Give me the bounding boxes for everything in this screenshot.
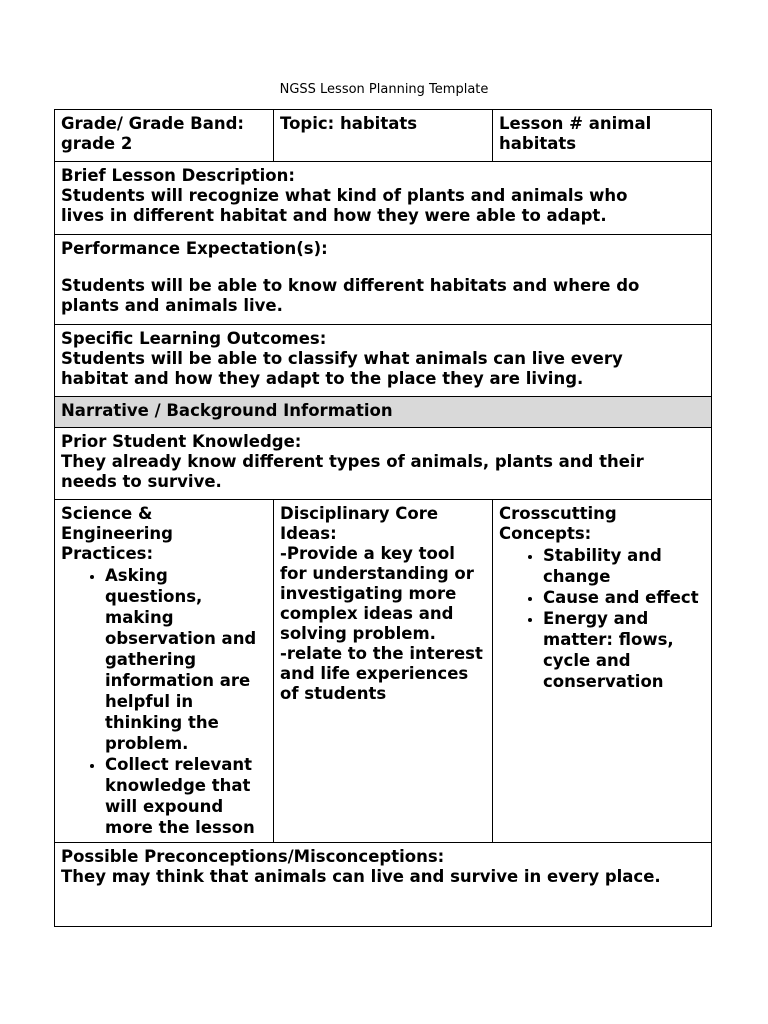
narrative-row xyxy=(55,397,712,428)
core-ideas-cell xyxy=(274,500,493,843)
list-item: • Energy and matter: flows, cycle and conservation xyxy=(543,608,706,692)
learning-outcomes-row xyxy=(55,325,712,397)
preconceptions-heading: Possible Preconceptions/Misconceptions: xyxy=(61,847,445,866)
learning-outcomes-cell xyxy=(55,325,712,397)
brief-description-row xyxy=(55,162,712,235)
performance-expectation-line-2: plants and animals live. xyxy=(61,296,283,315)
topic-text: Topic: habitats xyxy=(280,114,418,133)
topic-cell xyxy=(274,110,493,162)
science-practices-heading-2: Engineering xyxy=(61,524,173,543)
list-item: • Cause and effect xyxy=(543,587,706,608)
narrative-cell xyxy=(55,397,712,428)
performance-expectation-line-1: Students will be able to know different habitats and where do xyxy=(61,276,640,295)
science-practices-heading-3: Practices: xyxy=(61,544,154,563)
grade-value: grade 2 xyxy=(61,134,133,153)
grade-cell xyxy=(55,110,274,162)
core-ideas-heading-2: Ideas: xyxy=(280,524,337,543)
crosscutting-heading-2: Concepts: xyxy=(499,524,592,543)
brief-description-line-2: lives in different habitat and how they were able to adapt. xyxy=(61,206,607,225)
preconceptions-row xyxy=(55,843,712,927)
brief-description-heading: Brief Lesson Description: xyxy=(61,166,295,185)
learning-outcomes-line-1: Students will be able to classify what animals can live every xyxy=(61,349,623,368)
prior-knowledge-row xyxy=(55,428,712,500)
crosscutting-list xyxy=(499,545,706,692)
crosscutting-cell xyxy=(493,500,712,843)
performance-expectation-heading: Performance Expectation(s): xyxy=(61,239,328,258)
core-ideas-heading-1: Disciplinary Core xyxy=(280,504,439,523)
preconceptions-line-1: They may think that animals can live and survive in every place. xyxy=(61,867,661,886)
document-title: NGSS Lesson Planning Template xyxy=(279,82,489,97)
science-practices-list xyxy=(61,565,268,838)
core-ideas-point-2: -relate to the interest and life experiences of students xyxy=(280,644,483,703)
performance-expectation-row xyxy=(55,235,712,325)
brief-description-cell xyxy=(55,162,712,235)
preconceptions-cell xyxy=(55,843,712,927)
crosscutting-heading-1: Crosscutting xyxy=(499,504,617,523)
prior-knowledge-cell xyxy=(55,428,712,500)
prior-knowledge-line-2: needs to survive. xyxy=(61,472,222,491)
performance-expectation-cell xyxy=(55,235,712,325)
grade-label: Grade/ Grade Band: xyxy=(61,114,245,133)
prior-knowledge-heading: Prior Student Knowledge: xyxy=(61,432,302,451)
list-item: • Stability and change xyxy=(543,545,706,587)
brief-description-line-1: Students will recognize what kind of plants and animals who xyxy=(61,186,628,205)
header-row xyxy=(55,110,712,162)
learning-outcomes-line-2: habitat and how they adapt to the place they are living. xyxy=(61,369,584,388)
science-practices-heading-1: Science & xyxy=(61,504,153,523)
lesson-cell xyxy=(493,110,712,162)
science-practices-cell xyxy=(55,500,274,843)
core-ideas-point-1: -Provide a key tool for understanding or investigating more complex ideas and solving problem. xyxy=(280,544,474,643)
narrative-heading: Narrative / Background Information xyxy=(61,401,393,420)
list-item: • Collect relevant knowledge that will expound more the lesson xyxy=(105,754,268,838)
learning-outcomes-heading: Specific Learning Outcomes: xyxy=(61,329,327,348)
three-dimensions-row xyxy=(55,500,712,843)
spacer xyxy=(61,259,706,276)
prior-knowledge-line-1: They already know different types of animals, plants and their xyxy=(61,452,644,471)
lesson-line-1: Lesson # animal xyxy=(499,114,652,133)
lesson-plan-table xyxy=(54,109,712,927)
lesson-line-2: habitats xyxy=(499,134,577,153)
list-item: • Asking questions, making observation and gathering information are helpful in thinking the problem. xyxy=(105,565,268,754)
